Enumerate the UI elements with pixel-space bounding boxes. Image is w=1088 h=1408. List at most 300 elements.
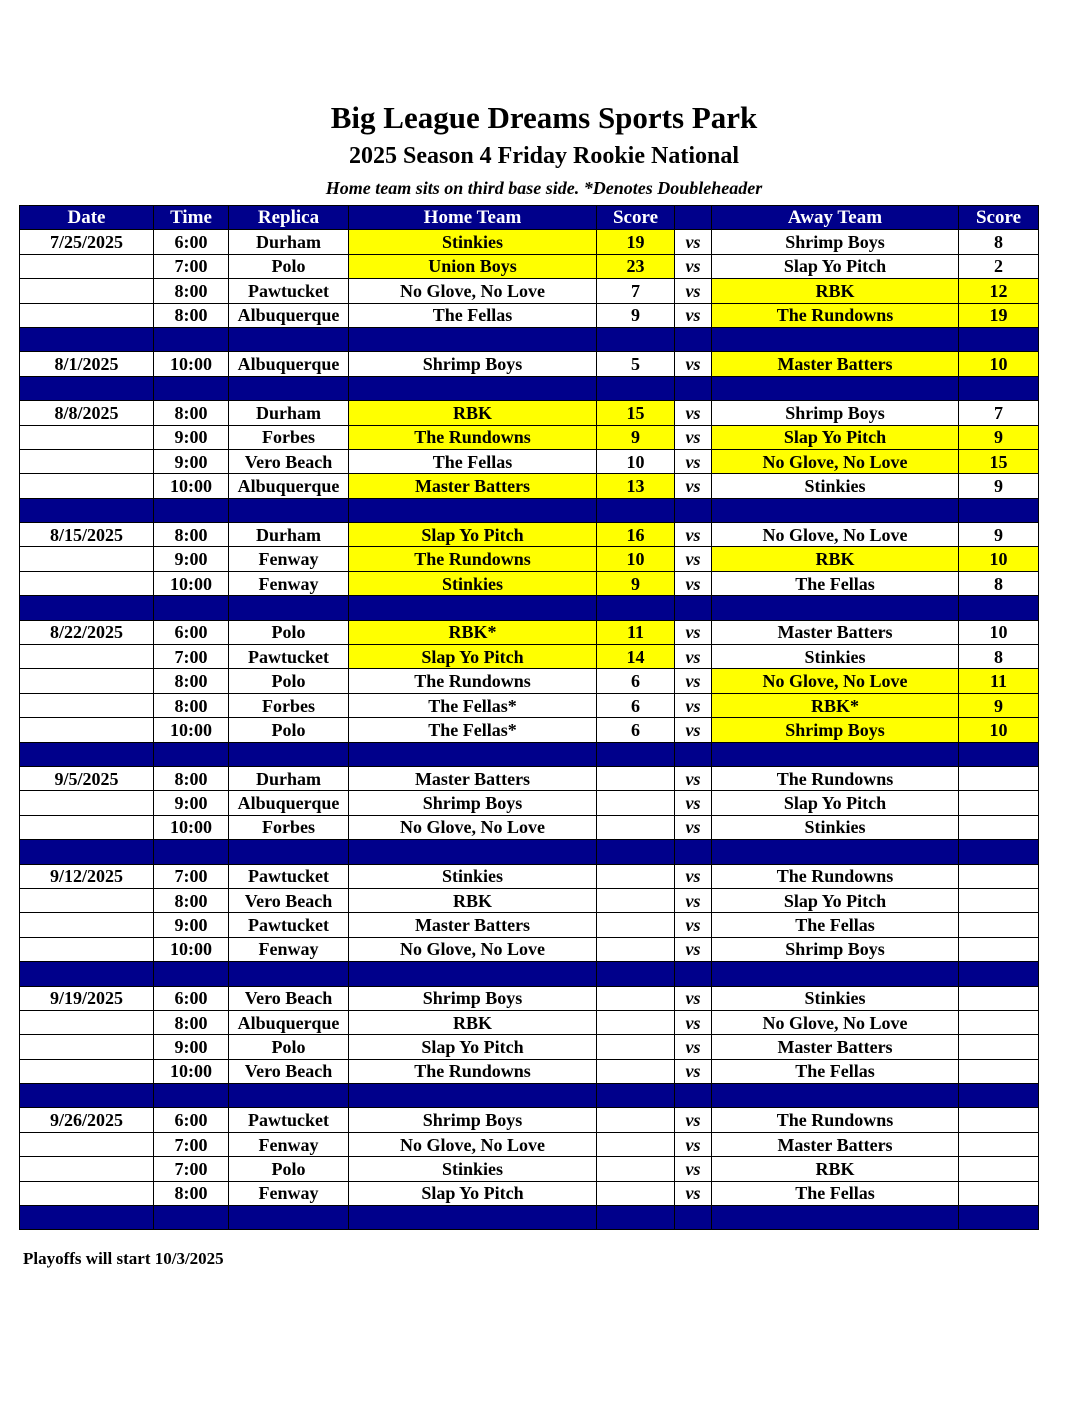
vs-cell: vs xyxy=(675,645,712,669)
away-score-cell: 2 xyxy=(959,254,1039,278)
week-divider-row xyxy=(20,742,1039,766)
table-row xyxy=(20,766,1039,790)
col-header-home-team: Home Team xyxy=(349,206,597,230)
table-row xyxy=(20,1035,1039,1059)
divider-cell xyxy=(20,742,154,766)
table-row xyxy=(20,571,1039,595)
date-cell xyxy=(20,1035,154,1059)
divider-cell xyxy=(675,742,712,766)
time-cell: 7:00 xyxy=(154,1132,229,1156)
home-score-cell: 9 xyxy=(597,303,675,327)
away-team-cell: Slap Yo Pitch xyxy=(712,791,959,815)
replica-cell: Albuquerque xyxy=(229,474,349,498)
divider-cell xyxy=(154,1206,229,1230)
time-cell: 9:00 xyxy=(154,791,229,815)
divider-cell xyxy=(20,962,154,986)
away-team-cell: The Rundowns xyxy=(712,1108,959,1132)
vs-cell: vs xyxy=(675,254,712,278)
home-score-cell: 9 xyxy=(597,425,675,449)
away-team-cell: Master Batters xyxy=(712,352,959,376)
vs-cell: vs xyxy=(675,547,712,571)
divider-cell xyxy=(20,376,154,400)
divider-cell xyxy=(229,840,349,864)
away-score-cell: 10 xyxy=(959,718,1039,742)
table-row xyxy=(20,547,1039,571)
away-score-cell xyxy=(959,986,1039,1010)
vs-cell: vs xyxy=(675,693,712,717)
home-team-cell: RBK* xyxy=(349,620,597,644)
divider-cell xyxy=(675,596,712,620)
away-team-cell: RBK xyxy=(712,547,959,571)
divider-cell xyxy=(229,1206,349,1230)
table-row xyxy=(20,693,1039,717)
home-score-cell xyxy=(597,986,675,1010)
away-team-cell: The Fellas xyxy=(712,913,959,937)
home-team-cell: Master Batters xyxy=(349,474,597,498)
away-score-cell xyxy=(959,1108,1039,1132)
home-team-cell: The Fellas xyxy=(349,449,597,473)
home-score-cell: 14 xyxy=(597,645,675,669)
divider-cell xyxy=(20,596,154,620)
vs-cell: vs xyxy=(675,1157,712,1181)
away-score-cell: 9 xyxy=(959,425,1039,449)
table-row xyxy=(20,254,1039,278)
divider-cell xyxy=(597,376,675,400)
home-score-cell: 5 xyxy=(597,352,675,376)
replica-cell: Albuquerque xyxy=(229,303,349,327)
divider-cell xyxy=(229,742,349,766)
vs-cell: vs xyxy=(675,669,712,693)
away-score-cell: 9 xyxy=(959,474,1039,498)
date-cell xyxy=(20,718,154,742)
home-team-cell: The Rundowns xyxy=(349,425,597,449)
table-row xyxy=(20,669,1039,693)
divider-cell xyxy=(712,1084,959,1108)
away-team-cell: The Fellas xyxy=(712,1181,959,1205)
replica-cell: Polo xyxy=(229,669,349,693)
date-cell xyxy=(20,913,154,937)
divider-cell xyxy=(154,498,229,522)
home-score-cell: 7 xyxy=(597,279,675,303)
home-score-cell: 19 xyxy=(597,230,675,254)
replica-cell: Fenway xyxy=(229,1181,349,1205)
date-cell xyxy=(20,1059,154,1083)
replica-cell: Polo xyxy=(229,1157,349,1181)
divider-cell xyxy=(20,327,154,351)
away-team-cell: No Glove, No Love xyxy=(712,449,959,473)
time-cell: 8:00 xyxy=(154,523,229,547)
away-score-cell xyxy=(959,815,1039,839)
col-header-replica: Replica xyxy=(229,206,349,230)
divider-cell xyxy=(229,376,349,400)
vs-cell: vs xyxy=(675,815,712,839)
home-score-cell: 10 xyxy=(597,547,675,571)
replica-cell: Albuquerque xyxy=(229,791,349,815)
away-team-cell: No Glove, No Love xyxy=(712,669,959,693)
date-cell: 9/5/2025 xyxy=(20,766,154,790)
home-score-cell xyxy=(597,815,675,839)
page-subtitle: 2025 Season 4 Friday Rookie National xyxy=(348,143,740,169)
home-team-cell: The Rundowns xyxy=(349,547,597,571)
date-cell xyxy=(20,425,154,449)
divider-cell xyxy=(20,498,154,522)
divider-cell xyxy=(20,1084,154,1108)
away-score-cell: 9 xyxy=(959,693,1039,717)
away-score-cell xyxy=(959,888,1039,912)
date-cell xyxy=(20,279,154,303)
date-cell xyxy=(20,1132,154,1156)
divider-cell xyxy=(675,327,712,351)
date-cell xyxy=(20,645,154,669)
home-team-cell: Shrimp Boys xyxy=(349,791,597,815)
date-cell: 8/22/2025 xyxy=(20,620,154,644)
divider-cell xyxy=(349,840,597,864)
home-team-cell: Union Boys xyxy=(349,254,597,278)
divider-cell xyxy=(154,962,229,986)
time-cell: 8:00 xyxy=(154,669,229,693)
vs-cell: vs xyxy=(675,864,712,888)
date-cell: 7/25/2025 xyxy=(20,230,154,254)
away-team-cell: No Glove, No Love xyxy=(712,1010,959,1034)
away-score-cell xyxy=(959,1059,1039,1083)
home-score-cell: 10 xyxy=(597,449,675,473)
date-cell: 8/15/2025 xyxy=(20,523,154,547)
time-cell: 9:00 xyxy=(154,913,229,937)
divider-cell xyxy=(154,327,229,351)
time-cell: 6:00 xyxy=(154,1108,229,1132)
home-team-cell: RBK xyxy=(349,401,597,425)
date-cell xyxy=(20,693,154,717)
replica-cell: Vero Beach xyxy=(229,449,349,473)
table-row xyxy=(20,401,1039,425)
away-team-cell: Slap Yo Pitch xyxy=(712,888,959,912)
home-team-cell: Slap Yo Pitch xyxy=(349,1181,597,1205)
date-cell: 9/12/2025 xyxy=(20,864,154,888)
time-cell: 8:00 xyxy=(154,1181,229,1205)
home-team-cell: Master Batters xyxy=(349,766,597,790)
divider-cell xyxy=(597,840,675,864)
divider-cell xyxy=(675,1206,712,1230)
divider-cell xyxy=(597,1084,675,1108)
away-team-cell: Stinkies xyxy=(712,815,959,839)
table-row xyxy=(20,474,1039,498)
vs-cell: vs xyxy=(675,401,712,425)
divider-cell xyxy=(959,742,1039,766)
table-row xyxy=(20,913,1039,937)
vs-cell: vs xyxy=(675,425,712,449)
vs-cell: vs xyxy=(675,1108,712,1132)
vs-cell: vs xyxy=(675,718,712,742)
table-row xyxy=(20,791,1039,815)
away-score-cell: 10 xyxy=(959,352,1039,376)
vs-cell: vs xyxy=(675,766,712,790)
schedule-note: Home team sits on third base side. *Denotes Doubleheader xyxy=(325,178,763,198)
date-cell xyxy=(20,791,154,815)
time-cell: 9:00 xyxy=(154,1035,229,1059)
divider-cell xyxy=(20,1206,154,1230)
away-score-cell: 19 xyxy=(959,303,1039,327)
replica-cell: Polo xyxy=(229,718,349,742)
time-cell: 8:00 xyxy=(154,888,229,912)
replica-cell: Pawtucket xyxy=(229,645,349,669)
time-cell: 10:00 xyxy=(154,1059,229,1083)
away-score-cell xyxy=(959,1157,1039,1181)
replica-cell: Forbes xyxy=(229,693,349,717)
replica-cell: Pawtucket xyxy=(229,864,349,888)
divider-cell xyxy=(229,498,349,522)
divider-cell xyxy=(712,742,959,766)
home-team-cell: No Glove, No Love xyxy=(349,279,597,303)
home-score-cell: 15 xyxy=(597,401,675,425)
away-team-cell: Stinkies xyxy=(712,986,959,1010)
away-team-cell: Master Batters xyxy=(712,1132,959,1156)
table-header-row xyxy=(20,206,1039,230)
home-score-cell xyxy=(597,888,675,912)
time-cell: 8:00 xyxy=(154,766,229,790)
away-score-cell xyxy=(959,791,1039,815)
schedule-body xyxy=(20,230,1039,1230)
divider-cell xyxy=(675,1084,712,1108)
time-cell: 10:00 xyxy=(154,474,229,498)
vs-cell: vs xyxy=(675,523,712,547)
replica-cell: Durham xyxy=(229,230,349,254)
week-divider-row xyxy=(20,1084,1039,1108)
divider-cell xyxy=(712,962,959,986)
home-team-cell: Slap Yo Pitch xyxy=(349,645,597,669)
divider-cell xyxy=(712,376,959,400)
home-score-cell: 16 xyxy=(597,523,675,547)
divider-cell xyxy=(959,498,1039,522)
table-row xyxy=(20,1108,1039,1132)
time-cell: 8:00 xyxy=(154,303,229,327)
home-team-cell: Shrimp Boys xyxy=(349,352,597,376)
away-score-cell xyxy=(959,864,1039,888)
divider-cell xyxy=(597,1206,675,1230)
table-row xyxy=(20,937,1039,961)
away-score-cell xyxy=(959,1035,1039,1059)
away-team-cell: Shrimp Boys xyxy=(712,937,959,961)
divider-cell xyxy=(349,327,597,351)
date-cell xyxy=(20,669,154,693)
away-team-cell: RBK xyxy=(712,279,959,303)
vs-cell: vs xyxy=(675,937,712,961)
replica-cell: Vero Beach xyxy=(229,986,349,1010)
playoffs-note: Playoffs will start 10/3/2025 xyxy=(23,1249,224,1268)
divider-cell xyxy=(712,840,959,864)
home-team-cell: No Glove, No Love xyxy=(349,937,597,961)
away-team-cell: Shrimp Boys xyxy=(712,718,959,742)
away-team-cell: No Glove, No Love xyxy=(712,523,959,547)
away-team-cell: The Rundowns xyxy=(712,864,959,888)
time-cell: 7:00 xyxy=(154,1157,229,1181)
table-row xyxy=(20,815,1039,839)
col-header-home-score: Score xyxy=(597,206,675,230)
date-cell: 9/19/2025 xyxy=(20,986,154,1010)
away-score-cell: 10 xyxy=(959,547,1039,571)
replica-cell: Vero Beach xyxy=(229,888,349,912)
away-team-cell: Stinkies xyxy=(712,645,959,669)
home-score-cell: 23 xyxy=(597,254,675,278)
replica-cell: Durham xyxy=(229,523,349,547)
week-divider-row xyxy=(20,962,1039,986)
table-row xyxy=(20,230,1039,254)
time-cell: 10:00 xyxy=(154,937,229,961)
date-cell xyxy=(20,1157,154,1181)
home-team-cell: No Glove, No Love xyxy=(349,1132,597,1156)
date-cell xyxy=(20,571,154,595)
away-score-cell xyxy=(959,1132,1039,1156)
replica-cell: Fenway xyxy=(229,571,349,595)
away-team-cell: RBK xyxy=(712,1157,959,1181)
divider-cell xyxy=(597,962,675,986)
divider-cell xyxy=(349,1084,597,1108)
divider-cell xyxy=(597,327,675,351)
away-team-cell: Slap Yo Pitch xyxy=(712,425,959,449)
replica-cell: Albuquerque xyxy=(229,352,349,376)
replica-cell: Fenway xyxy=(229,1132,349,1156)
home-team-cell: The Rundowns xyxy=(349,669,597,693)
away-team-cell: The Rundowns xyxy=(712,303,959,327)
away-score-cell: 8 xyxy=(959,645,1039,669)
divider-cell xyxy=(154,742,229,766)
home-score-cell xyxy=(597,1132,675,1156)
col-header-vs xyxy=(675,206,712,230)
time-cell: 10:00 xyxy=(154,815,229,839)
vs-cell: vs xyxy=(675,1181,712,1205)
week-divider-row xyxy=(20,596,1039,620)
home-team-cell: Slap Yo Pitch xyxy=(349,1035,597,1059)
replica-cell: Pawtucket xyxy=(229,1108,349,1132)
replica-cell: Polo xyxy=(229,254,349,278)
time-cell: 8:00 xyxy=(154,693,229,717)
divider-cell xyxy=(959,327,1039,351)
date-cell: 8/8/2025 xyxy=(20,401,154,425)
away-score-cell xyxy=(959,766,1039,790)
away-score-cell: 15 xyxy=(959,449,1039,473)
vs-cell: vs xyxy=(675,352,712,376)
divider-cell xyxy=(712,596,959,620)
home-score-cell xyxy=(597,937,675,961)
away-team-cell: The Rundowns xyxy=(712,766,959,790)
divider-cell xyxy=(349,1206,597,1230)
away-team-cell: The Fellas xyxy=(712,1059,959,1083)
divider-cell xyxy=(20,840,154,864)
divider-cell xyxy=(712,498,959,522)
away-score-cell: 7 xyxy=(959,401,1039,425)
divider-cell xyxy=(349,742,597,766)
divider-cell xyxy=(349,596,597,620)
away-score-cell: 8 xyxy=(959,230,1039,254)
time-cell: 10:00 xyxy=(154,571,229,595)
away-team-cell: RBK* xyxy=(712,693,959,717)
divider-cell xyxy=(675,498,712,522)
home-team-cell: Shrimp Boys xyxy=(349,986,597,1010)
home-score-cell xyxy=(597,1035,675,1059)
divider-cell xyxy=(959,1206,1039,1230)
away-team-cell: Slap Yo Pitch xyxy=(712,254,959,278)
replica-cell: Vero Beach xyxy=(229,1059,349,1083)
table-row xyxy=(20,279,1039,303)
away-score-cell: 8 xyxy=(959,571,1039,595)
away-score-cell xyxy=(959,913,1039,937)
replica-cell: Durham xyxy=(229,401,349,425)
table-row xyxy=(20,986,1039,1010)
table-row xyxy=(20,523,1039,547)
time-cell: 10:00 xyxy=(154,352,229,376)
divider-cell xyxy=(959,840,1039,864)
divider-cell xyxy=(349,376,597,400)
home-score-cell: 6 xyxy=(597,718,675,742)
vs-cell: vs xyxy=(675,1059,712,1083)
home-score-cell xyxy=(597,766,675,790)
date-cell xyxy=(20,888,154,912)
divider-cell xyxy=(597,742,675,766)
vs-cell: vs xyxy=(675,791,712,815)
vs-cell: vs xyxy=(675,1035,712,1059)
week-divider-row xyxy=(20,1206,1039,1230)
divider-cell xyxy=(675,840,712,864)
home-score-cell: 11 xyxy=(597,620,675,644)
away-team-cell: Shrimp Boys xyxy=(712,401,959,425)
date-cell xyxy=(20,303,154,327)
divider-cell xyxy=(154,840,229,864)
date-cell xyxy=(20,1181,154,1205)
date-cell xyxy=(20,254,154,278)
away-score-cell xyxy=(959,1181,1039,1205)
away-score-cell xyxy=(959,1010,1039,1034)
home-score-cell: 6 xyxy=(597,669,675,693)
date-cell: 9/26/2025 xyxy=(20,1108,154,1132)
time-cell: 7:00 xyxy=(154,254,229,278)
home-team-cell: Stinkies xyxy=(349,571,597,595)
replica-cell: Forbes xyxy=(229,425,349,449)
time-cell: 10:00 xyxy=(154,718,229,742)
col-header-date: Date xyxy=(20,206,154,230)
time-cell: 8:00 xyxy=(154,279,229,303)
date-cell xyxy=(20,937,154,961)
divider-cell xyxy=(675,376,712,400)
replica-cell: Pawtucket xyxy=(229,913,349,937)
col-header-away-team: Away Team xyxy=(712,206,959,230)
date-cell xyxy=(20,474,154,498)
page-title: Big League Dreams Sports Park xyxy=(330,100,758,135)
vs-cell: vs xyxy=(675,888,712,912)
divider-cell xyxy=(154,1084,229,1108)
divider-cell xyxy=(959,596,1039,620)
replica-cell: Fenway xyxy=(229,937,349,961)
home-team-cell: The Fellas xyxy=(349,303,597,327)
vs-cell: vs xyxy=(675,913,712,937)
divider-cell xyxy=(712,327,959,351)
away-score-cell: 9 xyxy=(959,523,1039,547)
divider-cell xyxy=(229,596,349,620)
away-score-cell: 10 xyxy=(959,620,1039,644)
divider-cell xyxy=(597,596,675,620)
divider-cell xyxy=(154,376,229,400)
vs-cell: vs xyxy=(675,986,712,1010)
table-row xyxy=(20,1059,1039,1083)
replica-cell: Albuquerque xyxy=(229,1010,349,1034)
replica-cell: Fenway xyxy=(229,547,349,571)
time-cell: 6:00 xyxy=(154,230,229,254)
vs-cell: vs xyxy=(675,1132,712,1156)
table-row xyxy=(20,1132,1039,1156)
date-cell: 8/1/2025 xyxy=(20,352,154,376)
divider-cell xyxy=(154,596,229,620)
home-score-cell: 9 xyxy=(597,571,675,595)
table-row xyxy=(20,620,1039,644)
home-team-cell: No Glove, No Love xyxy=(349,815,597,839)
